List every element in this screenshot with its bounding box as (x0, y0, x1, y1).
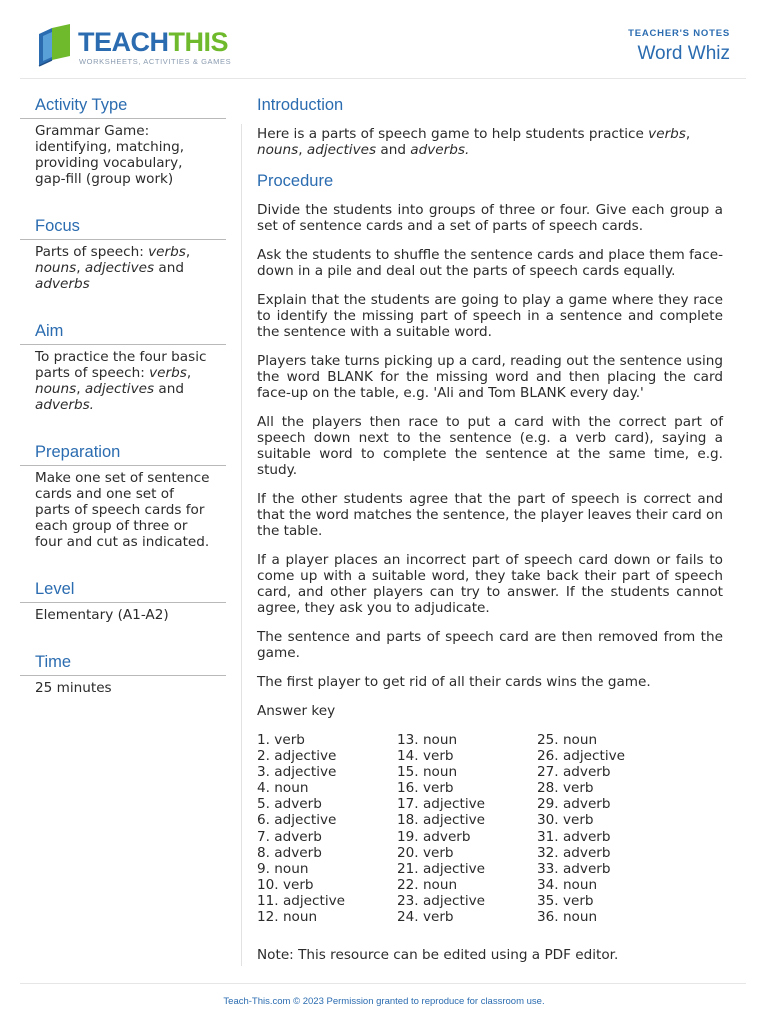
footer-copyright: Teach-This.com © 2023 Permission granted to reproduce for classroom use. (223, 996, 545, 1007)
procedure-paragraph: Explain that the students are going to play a game where they race to identify the missing part of speech in a sentence and complete the sentence with a suitable word. (257, 292, 723, 340)
preparation-line: each group of three or (35, 518, 188, 534)
answer-item: 13. noun (397, 732, 458, 748)
aim-prefix: To practice the four basic parts of speech: (35, 349, 207, 381)
level-body: Elementary (A1-A2) (35, 607, 169, 623)
aim-section (20, 318, 226, 439)
answer-item: 10. verb (257, 876, 314, 893)
activity-type-section (20, 92, 226, 213)
intro-verbs: verbs (648, 126, 686, 142)
procedure-paragraph: All the players then race to put a card with the correct part of speech down next to the sentence (e.g. a verb card), saying a suitable word to complete the sentence at the same time, e.g. study. (257, 414, 723, 478)
time-heading: Time (20, 649, 226, 676)
answer-item: 16. verb (397, 780, 454, 797)
aim-and: and (154, 381, 184, 397)
answer-item: 9. noun (257, 860, 309, 877)
answer-column (537, 732, 677, 925)
answer-item: 26. adjective (537, 748, 626, 765)
procedure-paragraph: Divide the students into groups of three or four. Give each group a set of sentence cards and a set of parts of speech cards. (257, 202, 723, 234)
activity-type-heading: Activity Type (20, 92, 226, 119)
answer-item: 29. adverb (537, 796, 611, 813)
introduction-heading: Introduction (257, 96, 344, 114)
focus-prefix: Parts of speech: (35, 244, 149, 260)
procedure-paragraph: The sentence and parts of speech card are then removed from the game. (257, 629, 723, 661)
answer-item: 22. noun (397, 876, 458, 893)
procedure-paragraph: Ask the students to shuffle the sentence cards and place them face-down in a pile and deal out the parts of speech cards equally. (257, 247, 723, 279)
answer-item: 31. adverb (537, 828, 611, 845)
preparation-body (20, 466, 226, 576)
main-content (257, 92, 723, 963)
logo-this-text: THIS (168, 27, 229, 57)
sidebar (20, 92, 226, 696)
focus-verbs: verbs (148, 244, 186, 260)
answer-item: 12. noun (257, 909, 318, 926)
answer-item: 36. noun (537, 909, 598, 926)
time-body: 25 minutes (35, 680, 112, 696)
focus-adjectives: adjectives (84, 260, 155, 276)
aim-sep: , (76, 381, 85, 397)
focus-heading: Focus (20, 213, 226, 240)
answer-item: 19. adverb (397, 828, 471, 845)
answer-key-label: Answer key (257, 703, 336, 719)
brand-logo (78, 27, 228, 57)
answer-item: 7. adverb (257, 828, 322, 845)
answer-item: 17. adjective (397, 796, 486, 813)
focus-body (20, 240, 226, 318)
header-divider (20, 78, 746, 79)
answer-column (257, 732, 397, 925)
introduction-text (257, 126, 723, 158)
answer-item: 11. adjective (257, 892, 346, 909)
activity-type-line: Grammar Game: (35, 123, 150, 139)
procedure-paragraph: If a player places an incorrect part of speech card down or fails to come up with a suitable word, they take back their part of speech card, and other players can try to answer. If the students cannot agree, they ask you to adjudicate. (257, 552, 723, 616)
activity-type-line: identifying, matching, (35, 139, 185, 155)
aim-sep: , (186, 365, 192, 381)
answer-item: 28. verb (537, 780, 594, 797)
answer-item: 34. noun (537, 876, 598, 893)
preparation-section (20, 439, 226, 576)
activity-type-line: gap-fill (group work) (35, 171, 174, 187)
focus-sep: , (185, 244, 191, 260)
activity-type-body (20, 119, 226, 213)
page-header (0, 0, 768, 78)
answer-item: 33. adverb (537, 860, 611, 877)
focus-section (20, 213, 226, 318)
level-heading: Level (20, 576, 226, 603)
answer-key-table (257, 732, 723, 925)
preparation-line: cards and one set of (35, 486, 174, 502)
aim-nouns: nouns (35, 381, 77, 397)
answer-item: 32. adverb (537, 844, 611, 861)
editor-note: Note: This resource can be edited using a PDF editor. (257, 947, 619, 964)
procedure-paragraph: The first player to get rid of all their cards wins the game. (257, 674, 651, 690)
answer-item: 6. adjective (257, 812, 337, 829)
answer-item: 24. verb (397, 909, 454, 926)
preparation-line: Make one set of sentence (35, 470, 210, 486)
focus-adverbs: adverbs (35, 276, 90, 292)
intro-and: and (376, 142, 411, 158)
logo-teach-text: TEACH (78, 27, 169, 57)
document-title: Word Whiz (637, 43, 730, 64)
intro-prefix: Here is a parts of speech game to help students practice (257, 126, 649, 142)
answer-item: 23. adjective (397, 892, 486, 909)
teachers-notes-label: TEACHER'S NOTES (628, 28, 730, 39)
answer-item: 35. verb (537, 892, 594, 909)
procedure-steps (257, 202, 723, 719)
answer-item: 2. adjective (257, 748, 337, 765)
aim-heading: Aim (20, 318, 226, 345)
answer-item: 25. noun (537, 732, 598, 748)
activity-type-line: providing vocabulary, (35, 155, 183, 171)
answer-item: 14. verb (397, 748, 454, 765)
answer-item: 3. adjective (257, 764, 337, 781)
preparation-heading: Preparation (20, 439, 226, 466)
aim-verbs: verbs (149, 365, 187, 381)
procedure-paragraph: If the other students agree that the part of speech is correct and that the word matches the sentence, the player leaves their card on the table. (257, 491, 723, 539)
focus-nouns: nouns (35, 260, 77, 276)
intro-adjectives: adjectives (306, 142, 377, 158)
answer-item: 4. noun (257, 780, 309, 797)
intro-adverbs: adverbs. (410, 142, 470, 158)
answer-item: 20. verb (397, 844, 454, 861)
answer-item: 15. noun (397, 764, 458, 781)
procedure-paragraph: Players take turns picking up a card, reading out the sentence using the word BLANK for the missing word and then placing the card face-up on the table, e.g. 'Ali and Tom BLANK every day.' (257, 353, 723, 401)
answer-item: 5. adverb (257, 796, 322, 813)
answer-column (397, 732, 537, 925)
answer-item: 21. adjective (397, 860, 486, 877)
level-section (20, 576, 226, 649)
footer-divider (20, 983, 746, 984)
logo-tagline: WORKSHEETS, ACTIVITIES & GAMES (79, 57, 232, 66)
procedure-heading: Procedure (257, 172, 334, 190)
preparation-line: four and cut as indicated. (35, 534, 210, 550)
focus-sep: , (76, 260, 85, 276)
answer-item: 1. verb (257, 732, 305, 748)
book-logo-icon (36, 24, 76, 68)
preparation-line: parts of speech cards for (35, 502, 205, 518)
aim-body (20, 345, 226, 439)
aim-adjectives: adjectives (84, 381, 155, 397)
answer-item: 8. adverb (257, 844, 322, 861)
intro-sep: , (298, 142, 307, 158)
aim-adverbs: adverbs. (35, 397, 94, 413)
answer-item: 30. verb (537, 812, 594, 829)
focus-and: and (154, 260, 184, 276)
intro-sep: , (685, 126, 691, 142)
time-section (20, 649, 226, 696)
intro-nouns: nouns (257, 142, 299, 158)
answer-item: 18. adjective (397, 812, 486, 829)
column-divider (241, 124, 242, 966)
answer-item: 27. adverb (537, 764, 611, 781)
